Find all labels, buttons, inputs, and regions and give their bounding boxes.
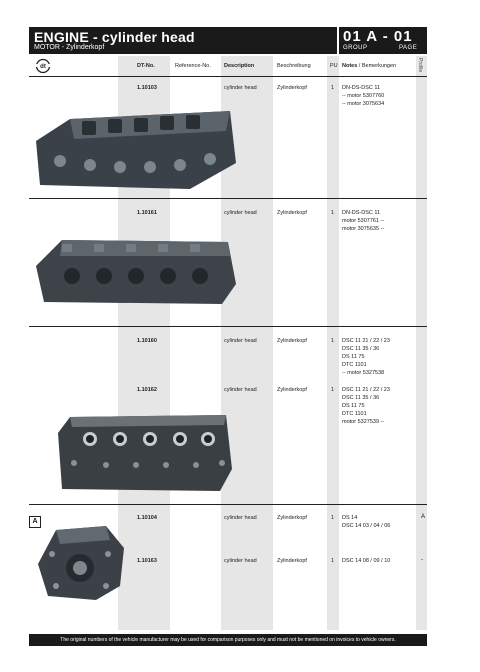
row2-description: cylinder head <box>224 210 257 216</box>
col-notes-rest: / Bemerkungen <box>357 63 397 69</box>
row4-note-line: DTC 1101 <box>342 411 367 417</box>
row2-note-line: DN-DS-DSC 11 <box>342 210 381 216</box>
page-label: PAGE <box>399 45 418 51</box>
cylinder-head-photo <box>30 101 242 191</box>
row4-dt-no: 1.10162 <box>137 387 157 393</box>
section-letter-box: A <box>29 516 41 528</box>
header-separator <box>337 27 339 54</box>
row3-note-line: DTC 1101 <box>342 362 367 368</box>
row3-note-line: DSC 11 21 / 22 / 23 <box>342 338 390 344</box>
row4-note-line: motor 5327539 -- <box>342 419 385 425</box>
row1-pu: 1 <box>331 85 335 91</box>
cylinder-head-photo <box>56 413 234 493</box>
row-rule-1 <box>29 198 427 199</box>
row4-description: cylinder head <box>224 387 257 393</box>
row-rule-2 <box>29 326 427 327</box>
row2-pu: 1 <box>331 210 335 216</box>
row5-flag: A <box>421 514 426 520</box>
col-vertical-label: Profile <box>417 58 423 73</box>
row5-notes <box>342 514 390 530</box>
row2-note-line: motor 5307761 -- <box>342 218 385 224</box>
header-rule <box>29 76 427 77</box>
row1-note-line: DN-DS-DSC 11 <box>342 85 381 91</box>
row6-beschreibung: Zylinderkopf <box>277 558 307 564</box>
row2-notes <box>342 209 384 233</box>
row1-note-line: -- motor 3075634 <box>342 101 385 107</box>
row6-note-line: DSC 14 08 / 09 / 10 <box>342 558 391 564</box>
row4-note-line: DS 11 75 <box>342 403 365 409</box>
page-footer-disclaimer: The original numbers of the vehicle manufacturer may be used for comparison purposes only and must not be mentioned on invoices to vehicle owners. <box>29 634 427 646</box>
row6-pu: 1 <box>331 558 335 564</box>
row3-description: cylinder head <box>224 338 257 344</box>
col-dt-no: DT-No. <box>137 63 155 69</box>
cylinder-head-photo <box>32 236 238 308</box>
row1-beschreibung: Zylinderkopf <box>277 85 307 91</box>
row6-notes <box>342 557 390 565</box>
row3-notes <box>342 337 390 377</box>
row1-notes <box>342 84 384 108</box>
row2-note-line: motor 3075635 -- <box>342 226 385 232</box>
col-pu: PU <box>330 63 338 69</box>
row2-beschreibung: Zylinderkopf <box>277 210 307 216</box>
row4-pu: 1 <box>331 387 335 393</box>
page-header <box>29 27 427 54</box>
row3-pu: 1 <box>331 338 335 344</box>
row3-note-line: -- motor 5327538 <box>342 370 385 376</box>
row4-note-line: DSC 11 35 / 36 <box>342 395 380 401</box>
row6-flag: - <box>421 557 423 563</box>
row-rule-3 <box>29 504 427 505</box>
row6-dt-no: 1.10163 <box>137 558 157 564</box>
dt-logo-icon <box>33 58 53 74</box>
col-notes <box>342 63 396 69</box>
col-beschreibung: Beschreibung <box>277 63 311 69</box>
row3-note-line: DSC 11 35 / 36 <box>342 346 380 352</box>
col-reference-no: Reference-No. <box>175 63 211 69</box>
row5-note-line: DSC 14 03 / 04 / 06 <box>342 523 391 529</box>
row3-beschreibung: Zylinderkopf <box>277 338 307 344</box>
row6-description: cylinder head <box>224 558 257 564</box>
row1-dt-no: 1.10103 <box>137 85 157 91</box>
row4-notes <box>342 386 390 426</box>
row4-beschreibung: Zylinderkopf <box>277 387 307 393</box>
row5-pu: 1 <box>331 515 335 521</box>
col-notes-bold: Notes <box>342 63 358 69</box>
row3-dt-no: 1.10160 <box>137 338 157 344</box>
cylinder-head-photo <box>36 524 128 602</box>
row1-note-line: -- motor 5307760 <box>342 93 385 99</box>
row2-dt-no: 1.10161 <box>137 210 157 216</box>
row3-note-line: DS 11 75 <box>342 354 365 360</box>
page-title: ENGINE - cylinder head <box>34 29 195 45</box>
row5-note-line: DS 14 <box>342 515 358 521</box>
row1-description: cylinder head <box>224 85 257 91</box>
row5-beschreibung: Zylinderkopf <box>277 515 307 521</box>
row5-dt-no: 1.10104 <box>137 515 157 521</box>
row4-note-line: DSC 11 21 / 22 / 23 <box>342 387 390 393</box>
row5-description: cylinder head <box>224 515 257 521</box>
group-label: GROUP <box>343 45 368 51</box>
page-subtitle: MOTOR - Zylinderkopf <box>34 44 105 51</box>
svg-text:dt: dt <box>40 64 46 70</box>
group-page-code: 01 A - 01 <box>343 28 413 45</box>
col-description: Description <box>224 63 255 69</box>
flag-column-band <box>416 56 427 630</box>
